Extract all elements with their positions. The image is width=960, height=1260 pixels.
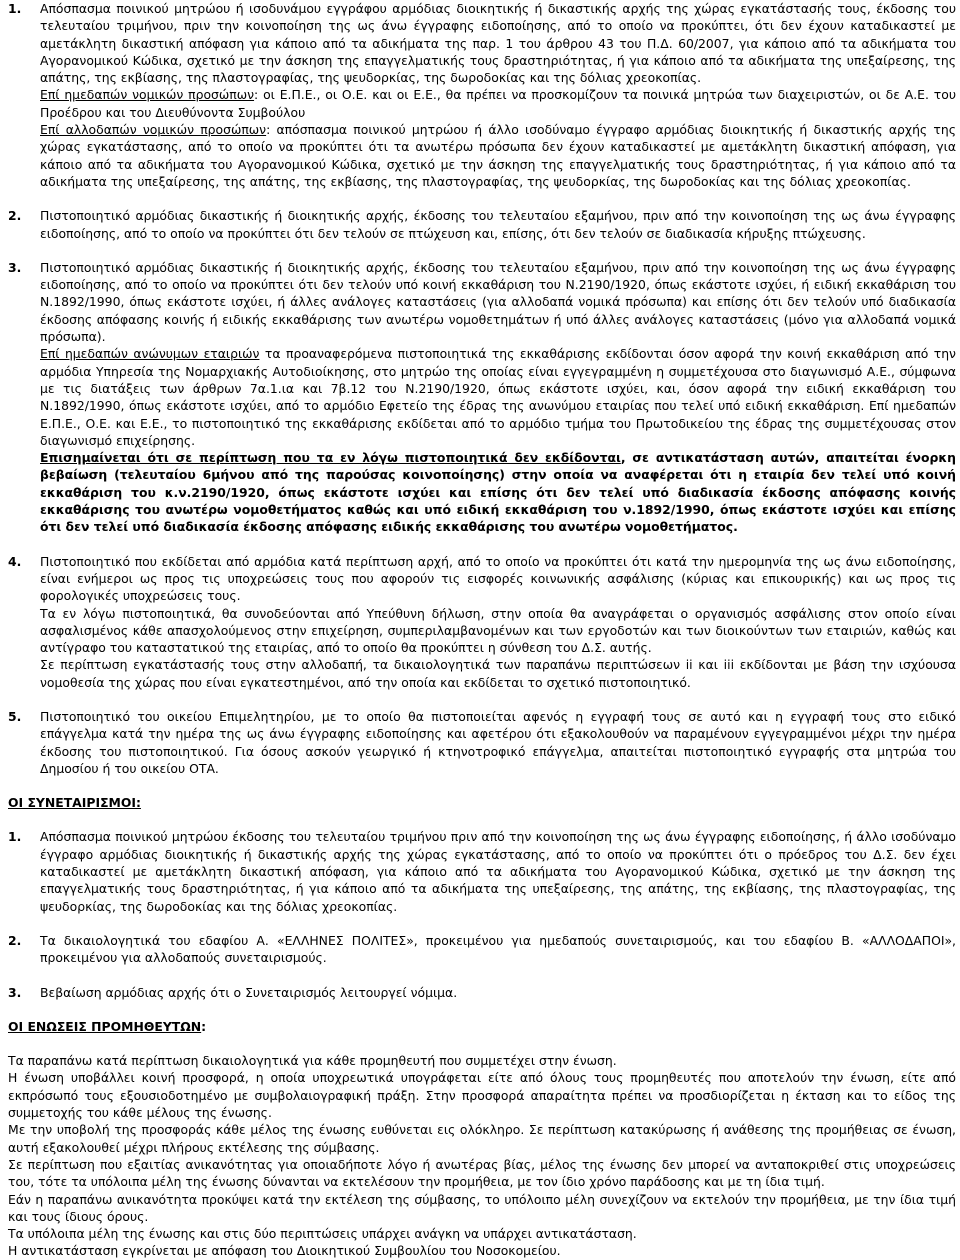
paragraph — [40, 121, 956, 190]
paragraph: Σε περίπτωση που εξαιτίας ανικανότητας για οποιαδήποτε λόγο ή ανωτέρας βίας, μέλος της ένωσης δεν μπορεί να ανταποκριθεί στις υποχρεώσεις του, τότε τα υπόλοιπα μέλη της ένωσης δύνανται να εκτελέσουν την προμήθεια, με τον ίδιο χρόνο παράδοσης και με τη ίδια τιμή. — [8, 1156, 956, 1190]
item-number: 1. — [8, 829, 22, 845]
paragraph: Με την υποβολή της προσφοράς κάθε μέλος της ένωσης ευθύνεται εις ολόκληρο. Σε περίπτωση κατακύρωσης ή ανάθεσης της προμήθειας σε ένωση, αυτή εξακολουθεί μέχρι πλήρους εκτέλεσης της σύμβασης. — [8, 1122, 956, 1155]
text-run: : οι Ε.Π.Ε., οι Ο.Ε. και οι Ε.Ε., θα πρέπει να προσκομίζουν τα ποινικά μητρώα των διαχειριστών, οι δε Α.Ε. του Προέδρου και του Διευθύνοντα Συμβούλου — [40, 87, 957, 120]
item-number: 5. — [8, 708, 22, 724]
paragraph: Τα εν λόγω πιστοποιητικά, θα συνοδεύονται από Υπεύθυνη δήλωση, στην οποία θα αναγράφεται ο οργανισμός ασφάλισης στον οποίο είναι ασφαλισμένος κάθε απασχολούμενος στην επιχείρηση, συμπεριλαμβανομένων και των εργοδοτών και των διοικούντων των εταιριών, καθώς και αντίγραφο του καταστατικού της εταιρίας, από το οποίο θα προκύπτει η σύνθεση του Δ.Σ. αυτής. — [40, 605, 956, 656]
paragraph: Πιστοποιητικό που εκδίδεται από αρμόδια κατά περίπτωση αρχή, από το οποίο να προκύπτει ότι κατά την ημερομηνία της ως άνω ειδοποίησης, είναι ενήμεροι ως προς τις υποχρεώσεις τους που αφορούν τις εισφορές κοινωνικής ασφάλισης (κύριας και επικουρικής) και ως προς τις φορολογικές υποχρεώσεις τους. — [40, 553, 956, 604]
text-run: , σε αντικατάσταση αυτών, απαιτείται ένορκη βεβαίωση (τελευταίου 6μήνου από της παρούσας κοινοποίησης) στην οποία να αναφέρεται ότι η εταιρία δεν τελεί υπό κοινή εκκαθάριση του κ.ν.2190/1920, όπως εκάστοτε ισχύει και επίσης ότι δεν τελεί υπό διαδικασία έκδοσης απόφασης κοινής εκκαθάρισης του ανωτέρω νομοθετήματος καθώς και υπό ειδική εκκαθάριση του ν.1892/1990, όπως εκάστοτε ισχύει και επίσης ότι δεν τελεί υπό διαδικασία έκδοσης απόφασης ειδικής εκκαθάρισης του ανωτέρω νομοθετήματος. — [40, 450, 957, 535]
bold-paragraph — [40, 449, 956, 535]
paragraph — [40, 86, 956, 121]
paragraph: Πιστοποιητικό αρμόδιας δικαστικής ή διοικητικής αρχής, έκδοσης του τελευταίου εξαμήνου, πριν από την κοινοποίηση της ως άνω έγγραφης ειδοποίησης, από το οποίο να προκύπτει ότι δεν τελούν υπό κοινή εκκαθάριση του Ν.2190/1920, όπως εκάστοτε ισχύει, ή ειδική εκκαθάριση του Ν.1892/1990, όπως εκάστοτε ισχύει, ή άλλες ανάλογες καταστάσεις (για αλλοδαπά νομικά πρόσωπα) και επίσης ότι δεν τελούν υπό διαδικασία έκδοσης απόφασης κοινής ή ειδικής εκκαθάρισης των ανωτέρω νομοθετημάτων ή υπό άλλες ανάλογες καταστάσεις (μόνο για αλλοδαπά νομικά πρόσωπα). — [40, 259, 956, 345]
paragraph: Εάν η παραπάνω ανικανότητα προκύψει κατά την εκτέλεση της σύμβασης, το υπόλοιπο μέλη συνεχίζουν να εκτελούν την προμήθεια, με την ίδια τιμή και τους ίδιους όρους. — [8, 1191, 956, 1224]
section-heading-unions — [8, 1018, 956, 1035]
paragraph: Απόσπασμα ποινικού μητρώου ή ισοδυνάμου εγγράφου αρμόδιας διοικητικής ή δικαστικής αρχής της χώρας εγκατάστασής τους, έκδοσης του τελευταίου τριμήνου, πριν την κοινοποίηση της ως άνω έγγραφης ειδοποίησης, από το οποίο να προκύπτει, ότι δεν έχουν καταδικαστεί με αμετάκλητη δικαστική απόφαση για κάποιο από τα αδικήματα της παρ. 1 του άρθρου 43 του Π.Δ. 60/2007, για κάποιο από τα αδικήματα του Αγορανομικού Κώδικα, σχετικό με την άσκηση της επαγγελματικής τους δραστηριότητας, ή για κάποιο από τα αδικήματα της υπεξαίρεσης, της απάτης, της εκβίασης, της πλαστογραφίας, της ψευδορκίας, της δωροδοκίας και της δόλιας χρεοκοπίας. — [40, 1, 956, 86]
list-item-4 — [8, 553, 956, 691]
underlined-phrase: Επισημαίνεται ότι σε περίπτωση που τα εν λόγω πιστοποιητικά δεν εκδίδονται — [40, 450, 621, 466]
paragraph: Σε περίπτωση εγκατάστασής τους στην αλλοδαπή, τα δικαιολογητικά των παραπάνω περιπτώσεων ii και iii εκδίδονται με βάση την ισχύουσα νομοθεσία της χώρας που είναι εγκατεστημένοι, από την οποία και εκδίδεται το σχετικό πιστοποιητικό. — [40, 657, 956, 690]
paragraph: Η αντικατάσταση εγκρίνεται με απόφαση του Διοικητικού Συμβουλίου του Νοσοκομείου. — [8, 1243, 561, 1259]
item-number: 4. — [8, 553, 22, 569]
list-item-2 — [8, 207, 956, 242]
text-run: τα προαναφερόμενα πιστοποιητικά της εκκαθάρισης εκδίδονται όσον αφορά την κοινή εκκαθάριση από την αρμόδια Υπηρεσία της Νομαρχιακής Αυτοδιοίκησης, στο μητρώο της οποίας είναι εγγεγραμμένη η συμμετέχουσα στο διαγωνισμό Α.Ε., σύμφωνα με τις διατάξεις των άρθρων 7α.1.ια και 7β.12 του Ν.2190/1920, όπως εκάστοτε ισχύει, και, όσον αφορά την ειδική εκκαθάριση του Ν.1892/1990, όπως εκάστοτε ισχύει, από το αρμόδιο Εφετείο της έδρας της ανωνύμου εταιρίας που τελεί υπό ειδική εκκαθάριση. Επί ημεδαπών Ε.Π.Ε., Ο.Ε. και Ε.Ε., το πιστοποιητικό της εκκαθάρισης εκδίδεται από το αρμόδιο τμήμα του Πρωτοδικείου της έδρας της συμμετέχουσας στον διαγωνισμό επιχείρησης. — [40, 346, 956, 448]
coop-item-1 — [8, 828, 956, 914]
paragraph: Τα υπόλοιπα μέλη της ένωσης και στις δύο περιπτώσεις υπάρχει ανάγκη να υπάρχει αντικατάσταση. — [8, 1226, 637, 1242]
text-run: : απόσπασμα ποινικού μητρώου ή άλλο ισοδύναμο έγγραφο αρμόδιας διοικητικής ή δικαστικής αρχής της χώρας εγκατάστασης, από το οποίο να προκύπτει ότι τα ανωτέρω πρόσωπα δεν έχουν καταδικαστεί με αμετάκλητη δικαστική απόφαση, για κάποιο από τα αδικήματα του Αγορανομικού Κώδικα, σχετικό με την άσκηση της επαγγελματικής τους δραστηριότητας, ή για κάποιο από τα αδικήματα της υπεξαίρεσης, της απάτης, της εκβίασης, της πλαστογραφίας, της ψευδορκίας, της δωροδοκίας και της δόλιας χρεοκοπίας. — [40, 122, 956, 189]
list-item-3 — [8, 259, 956, 536]
paragraph: Απόσπασμα ποινικού μητρώου έκδοσης του τελευταίου τριμήνου πριν από την κοινοποίηση της ως άνω έγγραφης ειδοποίησης, ή άλλο ισοδύναμο έγγραφο αρμόδιας διοικητικής ή δικαστικής αρχής της χώρας εγκατάστασης, από το οποίο να προκύπτει ότι ο πρόεδρος του Δ.Σ. δεν έχει καταδικαστεί με αμετάκλητη δικαστική απόφαση, για κάποιο από τα αδικήματα του Αγορανομικού Κώδικα, σχετικό με την άσκηση της επαγγελματικής τους δραστηριότητας, ή για κάποιο από τα αδικήματα της υπεξαίρεσης, της απάτης, της εκβίασης, της πλαστογραφίας, της ψευδορκίας, της δωροδοκίας και της δόλιας χρεοκοπίας. — [40, 829, 956, 914]
item-number: 3. — [8, 984, 22, 1000]
underlined-phrase: Επί αλλοδαπών νομικών προσώπων — [40, 122, 267, 138]
item-number: 2. — [8, 208, 22, 224]
list-item-1 — [8, 0, 956, 190]
heading-colon: : — [201, 1018, 207, 1034]
paragraph: Πιστοποιητικό αρμόδιας δικαστικής ή διοικητικής αρχής, έκδοσης του τελευταίου εξαμήνου, πριν από την κοινοποίηση της ως άνω έγγραφης ειδοποίησης, από το οποίο να προκύπτει ότι δεν τελούν σε πτώχευση και, επίσης, ότι δεν τελούν σε διαδικασία κήρυξης πτώχευσης. — [40, 208, 956, 241]
paragraph: Βεβαίωση αρμόδιας αρχής ότι ο Συνεταιρισμός λειτουργεί νόμιμα. — [40, 984, 458, 1000]
paragraph: Η ένωση υποβάλλει κοινή προσφορά, η οποία υποχρεωτικά υπογράφεται είτε από όλους τους προμηθευτές που αποτελούν την ένωση, είτε από εκπρόσωπό τους εξουσιοδοτημένο με συμβολαιογραφική πράξη. Στην προσφορά απαραίτητα πρέπει να προσδιορίζεται η έκταση και το είδος της συμμετοχής του κάθε μέλους της ένωσης. — [8, 1070, 956, 1121]
paragraph: Πιστοποιητικό του οικείου Επιμελητηρίου, με το οποίο θα πιστοποιείται αφενός η εγγραφή τους σε αυτό και η εγγραφή τους στο ειδικό επάγγελμα κατά την ημέρα της ως άνω έγγραφης ειδοποίησης και αφετέρου ότι εξακολουθούν να παραμένουν εγγεγραμμένοι μέχρι την ημέρα έκδοσης του πιστοποιητικού. Για όσους ασκούν γεωργικό ή κτηνοτροφικό επάγγελμα, απαιτείται πιστοποιητικό εγγραφής στα μητρώα του Δημοσίου ή του οικείου ΟΤΑ. — [40, 708, 956, 776]
paragraph — [40, 345, 956, 449]
coop-item-2 — [8, 932, 956, 967]
item-number: 2. — [8, 932, 22, 948]
section-heading-cooperatives: ΟΙ ΣΥΝΕΤΑΙΡΙΣΜΟΙ: — [8, 795, 141, 811]
paragraph: Τα δικαιολογητικά του εδαφίου Α. «ΕΛΛΗΝΕΣ ΠΟΛΙΤΕΣ», προκειμένου για ημεδαπούς συνεταιρισμούς, και του εδαφίου Β. «ΑΛΛΟΔΑΠΟΙ», προκειμένου για αλλοδαπούς συνεταιρισμούς. — [40, 932, 956, 966]
coop-item-3 — [8, 984, 956, 1001]
item-number: 1. — [8, 1, 22, 16]
item-number: 3. — [8, 259, 22, 275]
underlined-phrase: Επί ημεδαπών νομικών προσώπων — [40, 87, 255, 103]
underlined-phrase: Επί ημεδαπών ανώνυμων εταιριών — [40, 346, 260, 362]
paragraph: Τα παραπάνω κατά περίπτωση δικαιολογητικά για κάθε προμηθευτή που συμμετέχει στην ένωση. — [8, 1053, 617, 1069]
document-body — [8, 0, 956, 1260]
list-item-5 — [8, 708, 956, 777]
heading-text: ΟΙ ΕΝΩΣΕΙΣ ΠΡΟΜΗΘΕΥΤΩΝ — [8, 1018, 202, 1034]
